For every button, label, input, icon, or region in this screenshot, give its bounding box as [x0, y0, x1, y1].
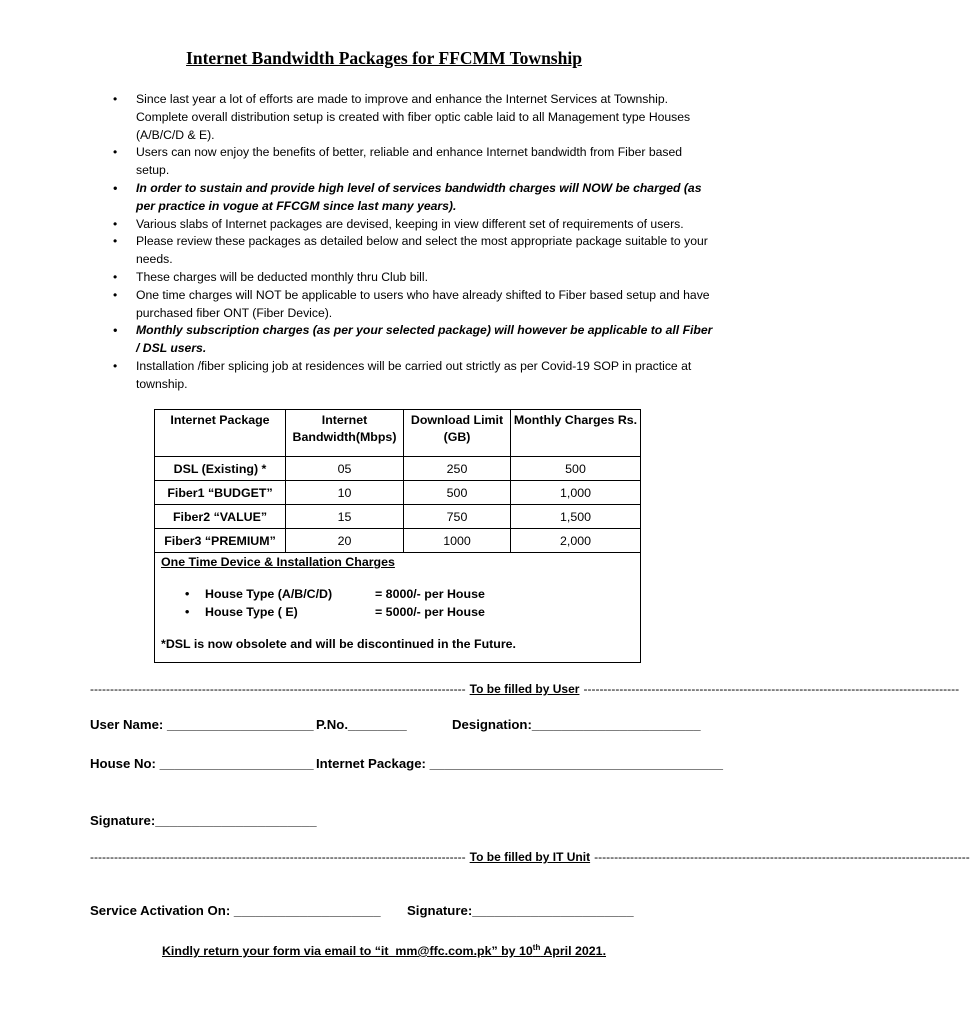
divider-line: ---------------------------------------------------------------------------------------------- — [583, 682, 960, 696]
package-name: Fiber3 “PREMIUM” — [155, 529, 286, 553]
divider-line: ---------------------------------------------------------------------------------------------- — [90, 682, 466, 696]
user-name-field[interactable]: User Name: ____________________ — [90, 717, 314, 732]
it-signature-field[interactable]: Signature:______________________ — [407, 903, 634, 918]
column-header: Internet Package — [155, 410, 286, 457]
table-cell: 500 — [511, 457, 641, 481]
divider-line: ---------------------------------------------------------------------------------------------- — [594, 850, 970, 864]
table-cell: 250 — [404, 457, 511, 481]
footer-superscript: th — [532, 943, 541, 952]
table-row — [155, 505, 641, 529]
house-charge-item — [205, 585, 634, 603]
table-cell: 20 — [286, 529, 404, 553]
one-time-charges-row — [155, 553, 641, 663]
table-cell: 05 — [286, 457, 404, 481]
package-name: DSL (Existing) * — [155, 457, 286, 481]
bullet-item: • In order to sustain and provide high level of services bandwidth charges will NOW be charged (as per practice in vogue at FFCGM since last many years). — [136, 180, 716, 216]
divider-line: ---------------------------------------------------------------------------------------------- — [90, 850, 466, 864]
one-time-charges-cell — [155, 553, 641, 663]
user-section-label: To be filled by User — [469, 682, 580, 696]
bullet-item: • Installation /fiber splicing job at residences will be carried out strictly as per Covid-19 SOP in practice at township. — [136, 358, 716, 394]
designation-field[interactable]: Designation:_______________________ — [452, 717, 701, 732]
page-title: Internet Bandwidth Packages for FFCMM Township — [186, 48, 582, 68]
table-cell: 15 — [286, 505, 404, 529]
footer-text-end: April 2021. — [540, 944, 607, 959]
dsl-note: *DSL is now obsolete and will be discontinued in the Future. — [161, 637, 516, 651]
it-section-divider — [90, 850, 970, 864]
column-header: Monthly Charges Rs. — [511, 410, 641, 457]
table-cell: 10 — [286, 481, 404, 505]
bullet-item: • These charges will be deducted monthly thru Club bill. — [136, 269, 716, 287]
table-header-row — [155, 410, 641, 457]
package-name: Fiber2 “VALUE” — [155, 505, 286, 529]
return-instructions — [0, 943, 768, 958]
bullet-item: • Please review these packages as detailed below and select the most appropriate package suitable to your needs. — [136, 233, 716, 269]
table-cell: 2,000 — [511, 529, 641, 553]
internet-package-field[interactable]: Internet Package: ________________________________________ — [316, 756, 723, 771]
footer-text: Kindly return your form via email to “it_mm@ffc.com.pk” by 10 — [161, 944, 533, 959]
package-name: Fiber1 “BUDGET” — [155, 481, 286, 505]
user-signature-field[interactable]: Signature:______________________ — [90, 813, 317, 828]
house-charge-value: = 8000/- per House — [375, 587, 485, 601]
house-no-field[interactable]: House No: _____________________ — [90, 756, 314, 771]
house-type-label: House Type ( E) — [205, 605, 298, 619]
house-charges-list — [161, 585, 634, 621]
table-row — [155, 457, 641, 481]
bullet-item: • Various slabs of Internet packages are devised, keeping in view different set of requirements of users. — [136, 216, 716, 234]
table-cell: 1,500 — [511, 505, 641, 529]
bullet-item: • Since last year a lot of efforts are made to improve and enhance the Internet Services at Township. Complete overall distribution setup is created with fiber optic cable laid to all Management type Houses (A/B/C/D & E). — [136, 91, 716, 144]
one-time-charges-title: One Time Device & Installation Charges — [161, 555, 395, 569]
it-section-label: To be filled by IT Unit — [469, 850, 591, 864]
user-section-divider — [90, 682, 960, 696]
house-type-label: House Type (A/B/C/D) — [205, 587, 333, 601]
info-bullet-list — [136, 91, 716, 394]
service-activation-field[interactable]: Service Activation On: ____________________ — [90, 903, 381, 918]
package-table — [154, 409, 641, 663]
table-cell: 1000 — [404, 529, 511, 553]
column-header: Internet Bandwidth(Mbps) — [286, 410, 404, 457]
table-cell: 750 — [404, 505, 511, 529]
table-cell: 500 — [404, 481, 511, 505]
pno-field[interactable]: P.No.________ — [316, 717, 407, 732]
table-row — [155, 481, 641, 505]
table-cell: 1,000 — [511, 481, 641, 505]
bullet-item: • Monthly subscription charges (as per your selected package) will however be applicable to all Fiber / DSL users. — [136, 322, 716, 358]
house-charge-value: = 5000/- per House — [375, 605, 485, 619]
bullet-item: • One time charges will NOT be applicable to users who have already shifted to Fiber based setup and have purchased fiber ONT (Fiber Device). — [136, 287, 716, 323]
column-header: Download Limit (GB) — [404, 410, 511, 457]
house-charge-item — [205, 603, 634, 621]
table-row — [155, 529, 641, 553]
bullet-item: • Users can now enjoy the benefits of better, reliable and enhance Internet bandwidth from Fiber based setup. — [136, 144, 716, 180]
